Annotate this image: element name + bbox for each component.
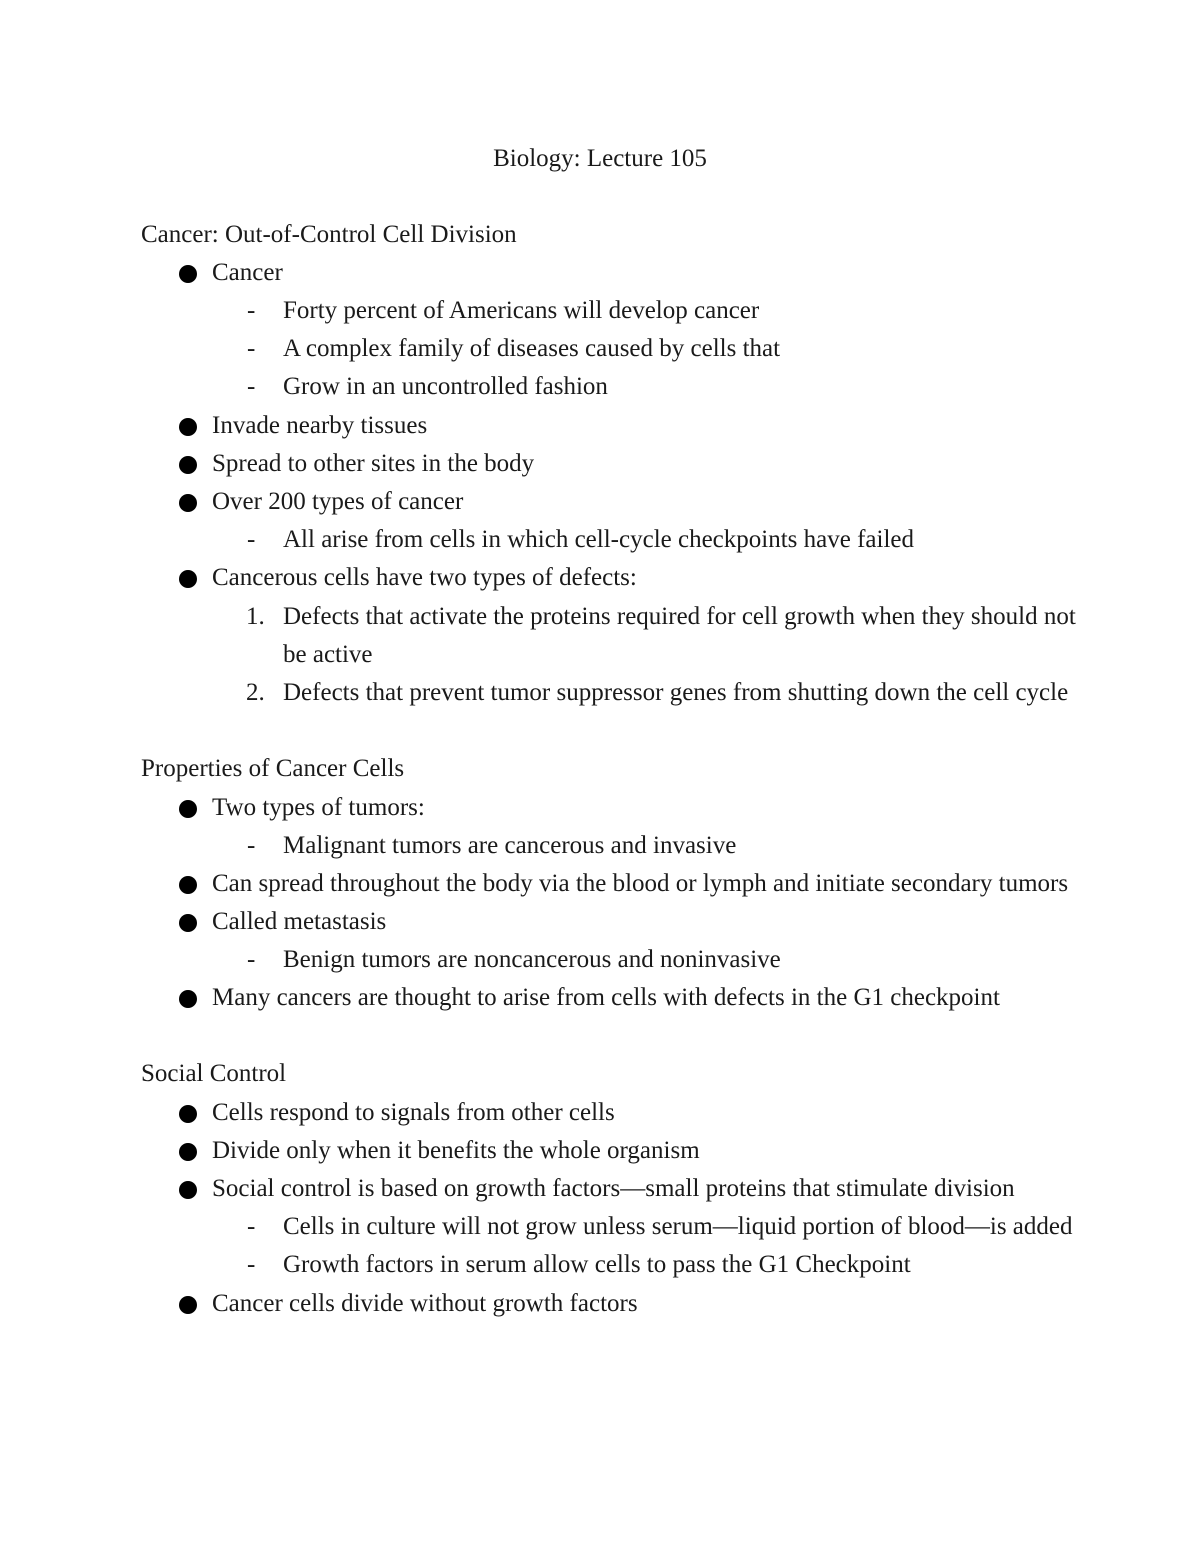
bullet-icon — [179, 418, 197, 436]
dash-icon: - — [247, 526, 256, 553]
dash-icon: - — [247, 832, 256, 859]
bullet-icon — [179, 494, 197, 512]
numbered-item-line: Defects that activate the proteins required for cell growth when they should not — [283, 603, 1076, 630]
list-item: Over 200 types of cancer — [212, 488, 464, 515]
list-item: Divide only when it benefits the whole organism — [212, 1137, 700, 1164]
dash-icon: - — [247, 297, 256, 324]
numbered-item-line: Defects that prevent tumor suppressor genes from shutting down the cell cycle — [283, 679, 1069, 706]
bullet-icon — [179, 265, 197, 283]
sub-list-item: Forty percent of Americans will develop cancer — [283, 297, 760, 324]
bullet-icon — [179, 800, 197, 818]
section-heading: Social Control — [141, 1060, 287, 1087]
dash-icon: - — [247, 1251, 256, 1278]
bullet-icon — [179, 1143, 197, 1161]
list-item: Cancer cells divide without growth factors — [212, 1290, 638, 1317]
bullet-icon — [179, 914, 197, 932]
dash-icon: - — [247, 946, 256, 973]
section-heading: Cancer: Out-of-Control Cell Division — [141, 221, 517, 248]
list-item: Many cancers are thought to arise from cells with defects in the G1 checkpoint — [212, 984, 1000, 1011]
dash-icon: - — [247, 1213, 256, 1240]
list-number: 2. — [246, 679, 265, 706]
list-number: 1. — [246, 603, 265, 630]
list-item: Cells respond to signals from other cells — [212, 1099, 615, 1126]
dash-icon: - — [247, 335, 256, 362]
bullet-icon — [179, 570, 197, 588]
sub-list-item: A complex family of diseases caused by cells that — [283, 335, 781, 362]
bullet-icon — [179, 1181, 197, 1199]
sub-list-item: Grow in an uncontrolled fashion — [283, 373, 608, 400]
bullet-icon — [179, 876, 197, 894]
sub-list-item: All arise from cells in which cell-cycle checkpoints have failed — [283, 526, 914, 553]
document-title: Biology: Lecture 105 — [493, 145, 707, 172]
dash-icon: - — [247, 373, 256, 400]
list-item: Spread to other sites in the body — [212, 450, 535, 477]
list-item: Two types of tumors: — [212, 794, 425, 821]
bullet-icon — [179, 1296, 197, 1314]
list-item: Can spread throughout the body via the blood or lymph and initiate secondary tumors — [212, 870, 1069, 897]
bullet-icon — [179, 456, 197, 474]
section-heading: Properties of Cancer Cells — [141, 755, 405, 782]
bullet-icon — [179, 990, 197, 1008]
list-item: Cancerous cells have two types of defects: — [212, 564, 637, 591]
list-item: Called metastasis — [212, 908, 387, 935]
list-item: Cancer — [212, 259, 283, 286]
sub-list-item: Growth factors in serum allow cells to pass the G1 Checkpoint — [283, 1251, 911, 1278]
sub-list-item: Benign tumors are noncancerous and noninvasive — [283, 946, 781, 973]
list-item: Social control is based on growth factors—small proteins that stimulate division — [212, 1175, 1015, 1202]
sub-list-item: Malignant tumors are cancerous and invasive — [283, 832, 737, 859]
list-item: Invade nearby tissues — [212, 412, 428, 439]
bullet-icon — [179, 1105, 197, 1123]
sub-list-item: Cells in culture will not grow unless serum—liquid portion of blood—is added — [283, 1213, 1073, 1240]
numbered-item-line: be active — [283, 641, 373, 668]
